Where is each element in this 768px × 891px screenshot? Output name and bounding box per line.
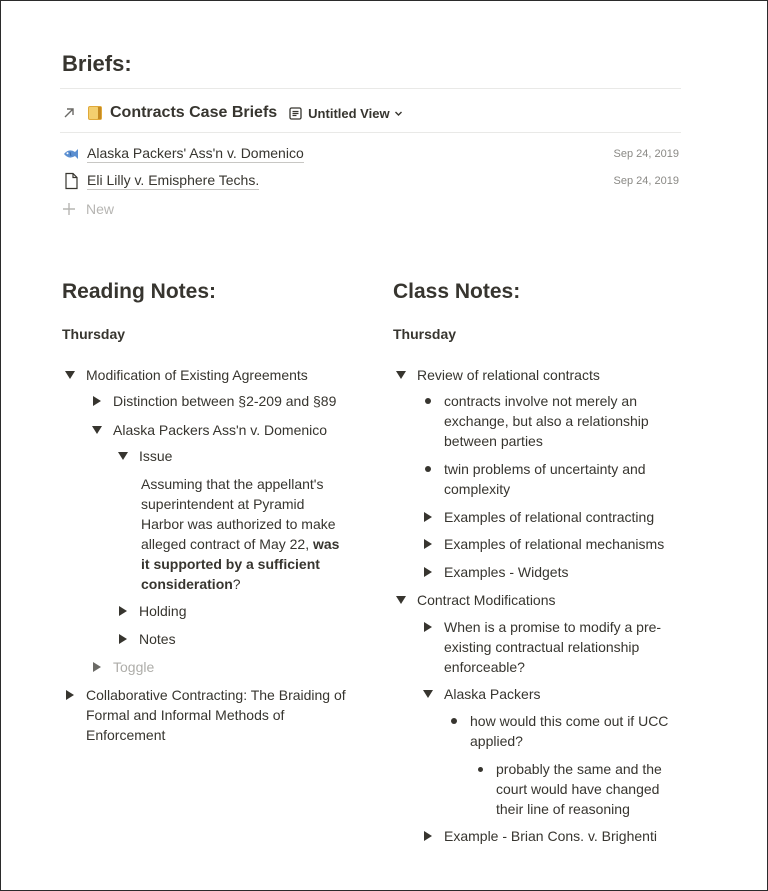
bullet-item: twin problems of uncertainty and complexity [444, 459, 684, 499]
briefs-heading: Briefs: [62, 51, 132, 76]
database-title[interactable]: Contracts Case Briefs [110, 104, 278, 121]
row-date: Sep 24, 2019 [613, 175, 679, 187]
database-row[interactable] [62, 143, 679, 165]
bullet-icon [418, 459, 438, 479]
toggle-closed-icon[interactable] [87, 657, 107, 677]
toggle-item[interactable]: Distinction between §2-209 and §89 [113, 391, 336, 411]
toggle-open-icon[interactable] [60, 365, 80, 385]
toggle-closed-icon[interactable] [418, 534, 438, 554]
toggle-item[interactable]: Alaska Packers Ass'n v. Domenico [113, 420, 327, 440]
view-selector-button[interactable] [289, 106, 402, 121]
divider [60, 132, 681, 133]
toggle-open-icon[interactable] [418, 684, 438, 704]
row-title[interactable]: Eli Lilly v. Emisphere Techs. [87, 172, 260, 188]
toggle-closed-icon[interactable] [418, 507, 438, 527]
toggle-item[interactable]: Example - Brian Cons. v. Brighenti [444, 826, 657, 846]
toggle-closed-icon[interactable] [113, 629, 133, 649]
toggle-closed-icon[interactable] [87, 391, 107, 411]
page-icon [62, 172, 80, 190]
database-row[interactable] [62, 170, 679, 192]
new-label: New [86, 201, 115, 217]
plus-icon [62, 202, 76, 216]
divider [60, 88, 681, 89]
row-date: Sep 24, 2019 [613, 148, 679, 160]
toggle-closed-icon[interactable] [60, 685, 80, 705]
toggle-closed-icon[interactable] [418, 562, 438, 582]
row-title[interactable]: Alaska Packers' Ass'n v. Domenico [87, 145, 304, 161]
fish-icon [62, 145, 80, 163]
toggle-closed-icon[interactable] [418, 617, 438, 637]
table-view-icon [289, 107, 302, 120]
bullet-icon [444, 711, 464, 731]
new-row-button[interactable] [62, 199, 114, 219]
toggle-item[interactable]: Examples - Widgets [444, 562, 568, 582]
toggle-item[interactable]: Review of relational contracts [417, 365, 600, 385]
toggle-item[interactable]: Examples of relational mechanisms [444, 534, 664, 554]
link-arrow-icon[interactable] [62, 106, 76, 120]
toggle-open-icon[interactable] [113, 446, 133, 466]
bullet-item: how would this come out if UCC applied? [470, 711, 690, 751]
toggle-item[interactable]: Collaborative Contracting: The Braiding of Formal and Informal Methods of Enforcement [86, 685, 366, 745]
issue-text: Assuming that the appellant's superintendent at Pyramid Harbor was authorized to make alleged contract of May 22, was it supported by a sufficient consideration? [141, 476, 340, 592]
toggle-placeholder[interactable]: Toggle [113, 657, 154, 677]
view-label: Untitled View [308, 105, 390, 121]
class-notes-heading: Class Notes: [393, 280, 521, 303]
toggle-open-icon[interactable] [391, 365, 411, 385]
toggle-open-icon[interactable] [87, 420, 107, 440]
toggle-item[interactable]: Notes [139, 629, 176, 649]
toggle-item[interactable]: Holding [139, 601, 186, 621]
bullet-icon [418, 391, 438, 411]
bullet-item: probably the same and the court would have changed their line of reasoning [496, 759, 696, 819]
toggle-open-icon[interactable] [391, 590, 411, 610]
bullet-item: contracts involve not merely an exchange, but also a relationship between parties [444, 391, 684, 451]
folder-icon [86, 104, 104, 122]
toggle-item[interactable]: Issue [139, 446, 172, 466]
toggle-item[interactable]: Modification of Existing Agreements [86, 365, 308, 385]
chevron-down-icon [394, 109, 403, 118]
reading-notes-heading: Reading Notes: [62, 280, 217, 303]
class-notes-day: Thursday [393, 326, 457, 342]
toggle-item[interactable]: Contract Modifications [417, 590, 556, 610]
bullet-icon [470, 759, 490, 779]
reading-notes-day: Thursday [62, 326, 126, 342]
toggle-item[interactable]: Examples of relational contracting [444, 507, 654, 527]
toggle-item[interactable]: When is a promise to modify a pre- existing contractual relationship enforceable? [444, 617, 684, 677]
toggle-closed-icon[interactable] [113, 601, 133, 621]
linked-database-header [62, 100, 403, 126]
toggle-item[interactable]: Alaska Packers [444, 684, 540, 704]
toggle-closed-icon[interactable] [418, 826, 438, 846]
